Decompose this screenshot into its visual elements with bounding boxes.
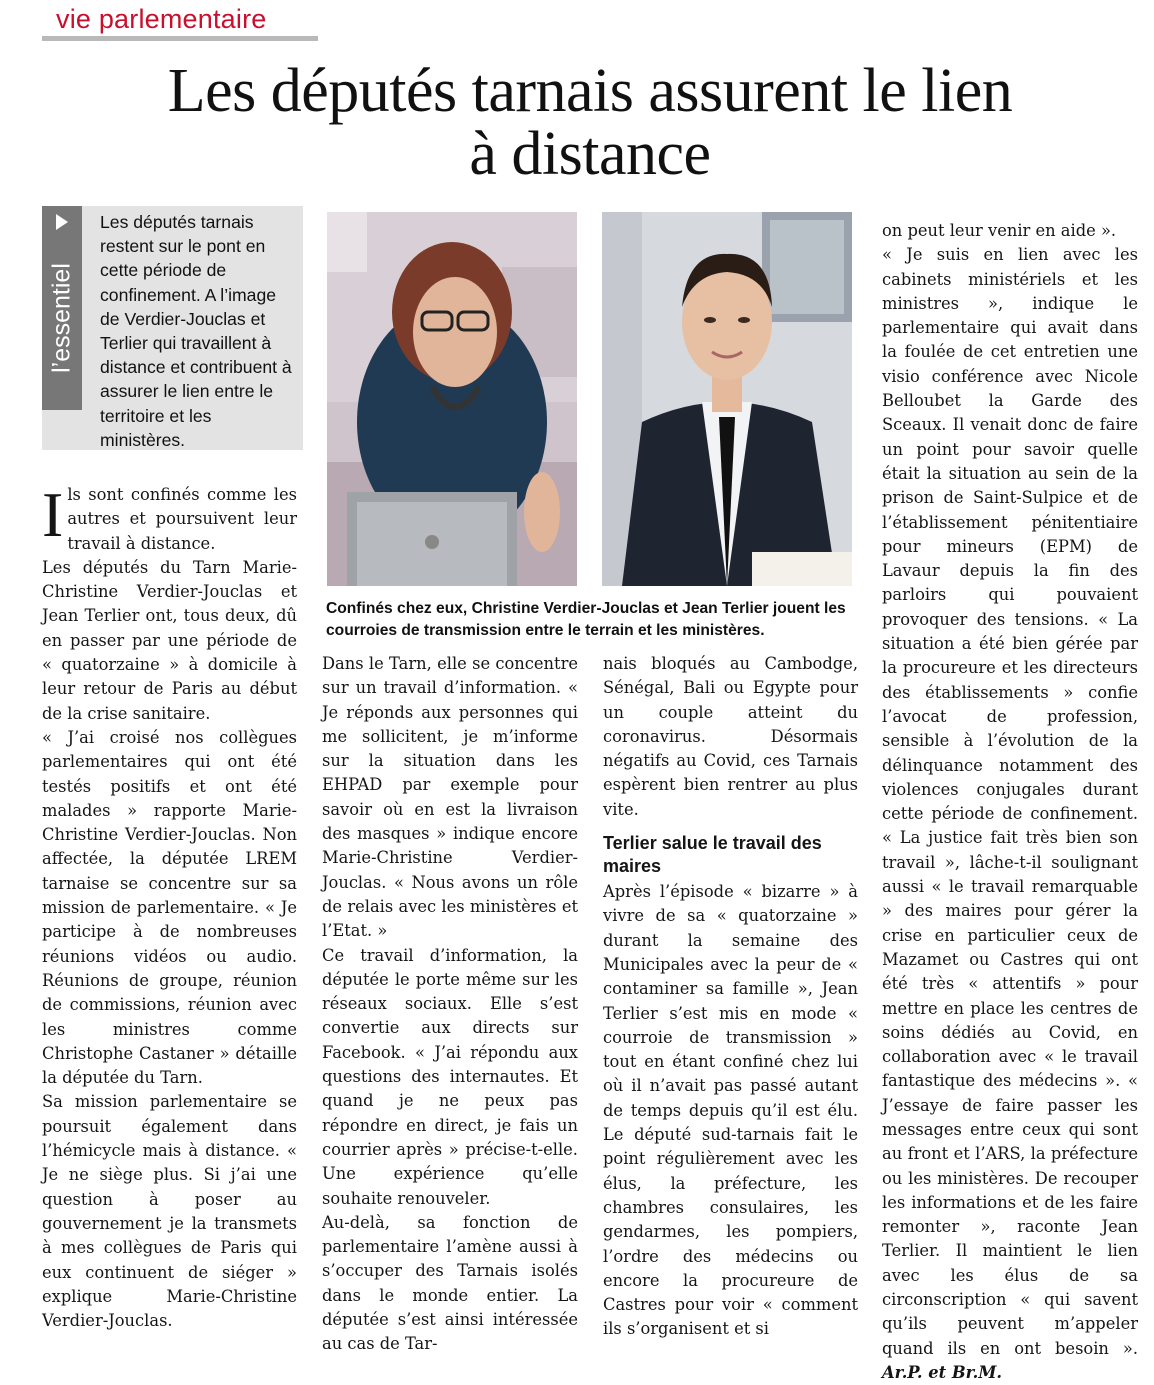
closing-text: « Je suis en lien avec les cabinets ministériels et les ministres », indique le parlementaire qui avait dans la foulée de cet entretien une visio conférence avec Nicole Belloubet la Garde des Sceaux. Il venait donc de faire un point pour savoir quelle était la situation au sein de la prison de Saint-Sulpice et de l’établissement pénitentiaire pour mineurs (EPM) de Lavaur depuis la fin des parloirs qui pouvaient provoquer des tensions. « La situation a été bien gérée par la procureure et les directeurs des établissements » confie l’avocat de profession, sensible à l’évolution de la délinquance notamment des violences conjugales durant cette période de confinement. « La justice fait très bien son travail », lâche-t-il soulignant aussi « le travail remarquable » des maires pour gérer la crise en particulier ceux de Mazamet ou Castres qui ont été très « attentifs » pour mettre en place les centres de soins dédiés au Covid, en collaboration avec « le travail fantastique des médecins ». « J’essaye de faire passer les messages entre ceux qui sont au front et l’ARS, la préfecture ou les ministères. De recouper les informations et de les faire remonter », raconte Jean Terlier. Il maintient le lien avec les élus de sa circonscription « qui savent qu’ils peuvent m’appeler quand ils en ont besoin ». — [882, 245, 1138, 1358]
article-column-4 — [882, 219, 1138, 1385]
photo-verdier-jouclas — [327, 212, 577, 586]
play-arrow-icon — [56, 214, 68, 230]
subheading: Terlier salue le travail des maires — [603, 833, 822, 877]
paragraph: Dans le Tarn, elle se concentre sur un travail d’information. « Je réponds aux personnes qui me sollicitent, je m’informe sur la situation dans les EHPAD par exemple pour savoir où en est la livraison des masques » indique encore Marie-Christine Verdier-Jouclas. « Nous avons un rôle de relais avec les ministères et l’Etat. » — [322, 654, 578, 941]
paragraph — [882, 243, 1138, 1385]
headline-line-2: à distance — [469, 120, 711, 188]
rubric-label: vie parlementaire — [56, 4, 267, 34]
article-column-2 — [322, 652, 578, 1357]
headline-line-1: Les députés tarnais assurent le lien — [167, 57, 1013, 125]
paragraph: Après l’épisode « bizarre » à vivre de sa « quatorzaine » durant la semaine des Municipales avec la peur de « contaminer sa famille », Jean Terlier s’est mis en mode « courroie de transmission » tout en étant confiné chez lui où il n’avait pas passé autant de temps depuis qu’il est élu. Le député sud-tarnais fait le point régulièrement avec les élus, la préfecture, les chambres consulaires, les gendarmes, les pompiers, l’ordre des médecins ou encore la procureure de Castres pour voir « comment ils s’organisent et si — [603, 882, 858, 1339]
byline-signature: Ar.P. et Br.M. — [882, 1362, 1003, 1382]
lead-text: ls sont confinés comme les autres et poursuivent leur travail à distance. — [67, 485, 297, 553]
article-headline — [40, 57, 1140, 188]
paragraph: Au-delà, sa fonction de parlementaire l’amène aussi à s’occuper des Tarnais isolés dans le monde entier. La députée s’est ainsi intéressée au cas de Tar- — [322, 1212, 578, 1354]
photo-terlier — [602, 212, 852, 586]
paragraph: Ce travail d’information, la députée le porte même sur les réseaux sociaux. Elle s’est convertie aux directs sur Facebook. « J’ai répondu aux questions des internautes. Et quand je ne peux pas répondre en direct, je fais un courrier après » précise-t-elle. Une expérience qu’elle souhaite renouveler. — [322, 945, 578, 1208]
essentiel-tab — [42, 206, 82, 410]
paragraph: nais bloqués au Cambodge, Sénégal, Bali ou Egypte pour un couple atteint du coronavirus. Désormais négatifs au Covid, ces Tarnais espèrent bien rentrer au plus vite. — [603, 654, 858, 819]
lead-paragraph — [42, 479, 297, 556]
section-rubric — [42, 2, 318, 41]
paragraph: on peut leur venir en aide ». — [882, 221, 1117, 240]
photo-caption: Confinés chez eux, Christine Verdier-Jouclas et Jean Terlier jouent les courroies de transmission entre le terrain et les ministères. — [326, 600, 846, 639]
paragraph: Les députés du Tarn Marie-Christine Verdier-Jouclas et Jean Terlier ont, tous deux, dû en passer par une période de « quatorzaine » à domicile à leur retour de Paris au début de la crise sanitaire. — [42, 557, 297, 723]
article-column-1 — [42, 479, 297, 1333]
essentiel-label: l’essentiel — [47, 263, 76, 373]
essentiel-summary: Les députés tarnais restent sur le pont en cette période de confinement. A l’image de Verdier-Jouclas et Terlier qui travaillent à distance et contribuent à assurer le lien entre le territoire et les ministères. — [100, 212, 292, 450]
paragraph: « J’ai croisé nos collègues parlementaires qui ont été testés positifs et ont été malades » rapporte Marie-Christine Verdier-Jouclas. Non affectée, la députée LREM tarnaise se concentre sur sa mission de parlementaire. « Je participe à de nombreuses réunions vidéos ou audio. Réunions de groupe, réunion de commissions, réunion avec les ministres comme Christophe Castaner » détaille la députée du Tarn. — [42, 727, 297, 1088]
paragraph: Sa mission parlementaire se poursuit également dans l’hémicycle mais à distance. « Je ne siège plus. Si j’ai une question à poser au gouvernement je la transmets à mes collègues de Paris qui eux continuent de siéger » explique Marie-Christine Verdier-Jouclas. — [42, 1092, 297, 1331]
article-column-3 — [603, 652, 858, 1342]
essentiel-box — [42, 206, 303, 450]
drop-cap: I — [42, 479, 64, 550]
